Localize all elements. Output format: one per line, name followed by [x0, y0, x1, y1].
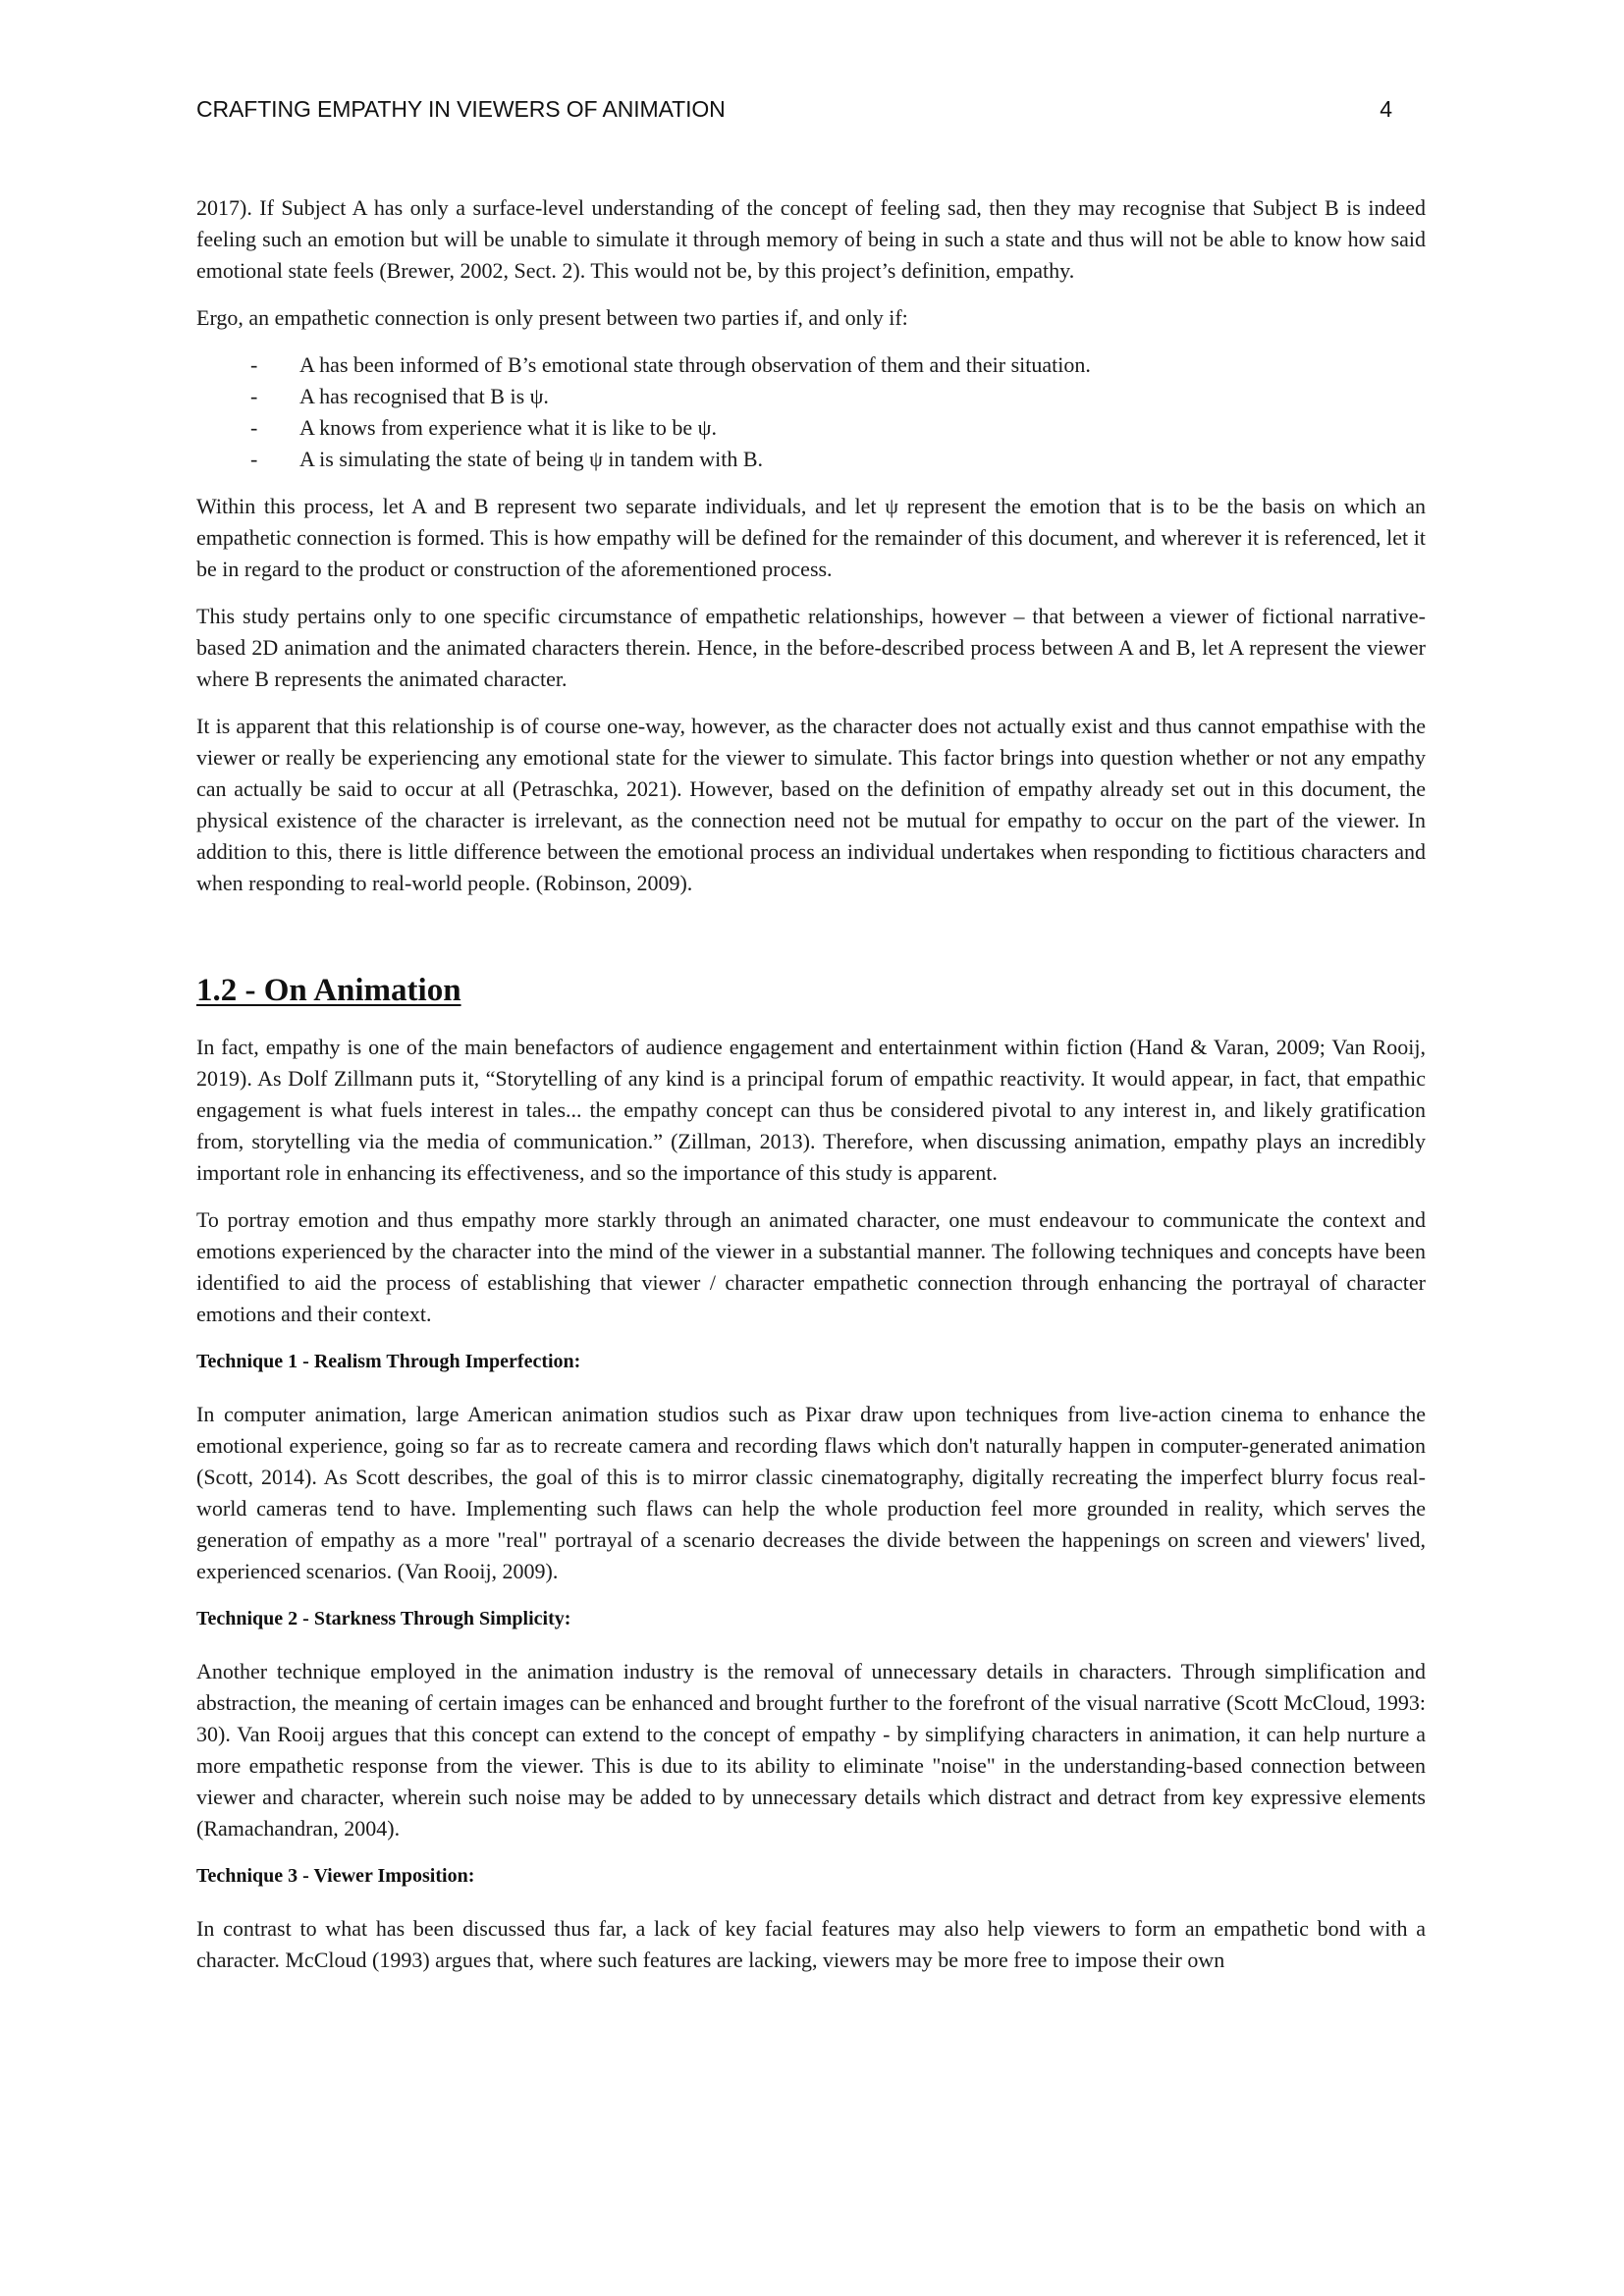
- section-heading: 1.2 - On Animation: [196, 973, 461, 1008]
- paragraph-apparent: It is apparent that this relationship is of course one-way, however, as the character does not actually exist and thus cannot empathise with the viewer or really be experiencing any emotional state for the viewer to simulate. This factor brings into question whether or not any empathy can actually be said to occur at all (Petraschka, 2021). However, based on the definition of empathy already set out in this document, the physical existence of the character is irrelevant, as the connection need not be mutual for empathy to occur on the part of the viewer. In addition to this, there is little difference between the emotional process an individual undertakes when responding to fictitious characters and when responding to real-world people. (Robinson, 2009).: [196, 714, 1426, 895]
- conditions-list: [196, 349, 1426, 475]
- list-dash: -: [250, 384, 258, 408]
- technique-2-text: Another technique employed in the animation industry is the removal of unnecessary details in characters. Through simplification and abstraction, the meaning of certain images can be enhanced and brought further to the forefront of the visual narrative (Scott McCloud, 1993: 30). Van Rooij argues that this concept can extend to the concept of empathy - by simplifying characters in animation, it can help nurture a more empathetic response from the viewer. This is due to its ability to eliminate "noise" in the understanding-based connection between viewer and character, wherein such noise may be added to by unnecessary details which distract and detract from key expressive elements (Ramachandran, 2004).: [196, 1659, 1426, 1841]
- page-header: [196, 96, 1392, 126]
- condition-item: [196, 349, 1426, 381]
- document-body: [196, 192, 1426, 1992]
- condition-item: [196, 381, 1426, 412]
- technique-3-text: In contrast to what has been discussed thus far, a lack of key facial features may also help viewers to form an empathetic bond with a character. McCloud (1993) argues that, where such features are lacking, viewers may be more free to impose their own: [196, 1916, 1426, 1972]
- paragraph-in-fact: In fact, empathy is one of the main benefactors of audience engagement and entertainment within fiction (Hand & Varan, 2009; Van Rooij, 2019). As Dolf Zillmann puts it, “Storytelling of any kind is a principal forum of empathic reactivity. It would appear, in fact, that empathic engagement is what fuels interest in tales... the empathy concept can thus be considered pivotal to any interest in, and likely gratification from, storytelling via the media of communication.” (Zillman, 2013). Therefore, when discussing animation, empathy plays an incredibly important role in enhancing its effectiveness, and so the importance of this study is apparent.: [196, 1035, 1426, 1185]
- condition-text: A knows from experience what it is like to be ψ.: [299, 415, 717, 440]
- list-dash: -: [250, 352, 258, 377]
- list-dash: -: [250, 447, 258, 471]
- paragraph-intro: 2017). If Subject A has only a surface-level understanding of the concept of feeling sad, then they may recognise that Subject B is indeed feeling such an emotion but will be unable to simulate it through memory of being in such a state and thus will not be able to know how said emotional state feels (Brewer, 2002, Sect. 2). This would not be, by this project’s definition, empathy.: [196, 195, 1426, 283]
- condition-text: A has recognised that B is ψ.: [299, 384, 549, 408]
- list-dash: -: [250, 415, 258, 440]
- paragraph-within: Within this process, let A and B represent two separate individuals, and let ψ represent the emotion that is to be the basis on which an empathetic connection is formed. This is how empathy will be defined for the remainder of this document, and wherever it is referenced, let it be in regard to the product or construction of the aforementioned process.: [196, 494, 1426, 581]
- paragraph-study: This study pertains only to one specific circumstance of empathetic relationships, however – that between a viewer of fictional narrative-based 2D animation and the animated characters therein. Hence, in the before-described process between A and B, let A represent the viewer where B represents the animated character.: [196, 604, 1426, 691]
- condition-text: A has been informed of B’s emotional state through observation of them and their situation.: [299, 352, 1091, 377]
- technique-1-text: In computer animation, large American animation studios such as Pixar draw upon techniques from live-action cinema to enhance the emotional experience, going so far as to recreate camera and recording flaws which don't naturally happen in computer-generated animation (Scott, 2014). As Scott describes, the goal of this is to mirror classic cinematography, digitally recreating the imperfect blurry focus real-world cameras tend to have. Implementing such flaws can help the whole production feel more grounded in reality, which serves the generation of empathy as a more "real" portrayal of a scenario decreases the divide between the happenings on screen and viewers' lived, experienced scenarios. (Van Rooij, 2009).: [196, 1402, 1426, 1583]
- paragraph-ergo: Ergo, an empathetic connection is only present between two parties if, and only if:: [196, 305, 908, 330]
- technique-2-heading: Technique 2 - Starkness Through Simplicity:: [196, 1608, 571, 1629]
- paragraph-portray: To portray emotion and thus empathy more starkly through an animated character, one must endeavour to communicate the context and emotions experienced by the character into the mind of the viewer in a substantial manner. The following techniques and concepts have been identified to aid the process of establishing that viewer / character empathetic connection through enhancing the portrayal of character emotions and their context.: [196, 1207, 1426, 1326]
- running-title: CRAFTING EMPATHY IN VIEWERS OF ANIMATION: [196, 96, 726, 122]
- technique-1-heading: Technique 1 - Realism Through Imperfection:: [196, 1351, 581, 1372]
- page-number: 4: [1380, 96, 1392, 122]
- condition-item: [196, 412, 1426, 444]
- condition-item: [196, 444, 1426, 475]
- condition-text: A is simulating the state of being ψ in tandem with B.: [299, 447, 764, 471]
- technique-3-heading: Technique 3 - Viewer Imposition:: [196, 1865, 475, 1887]
